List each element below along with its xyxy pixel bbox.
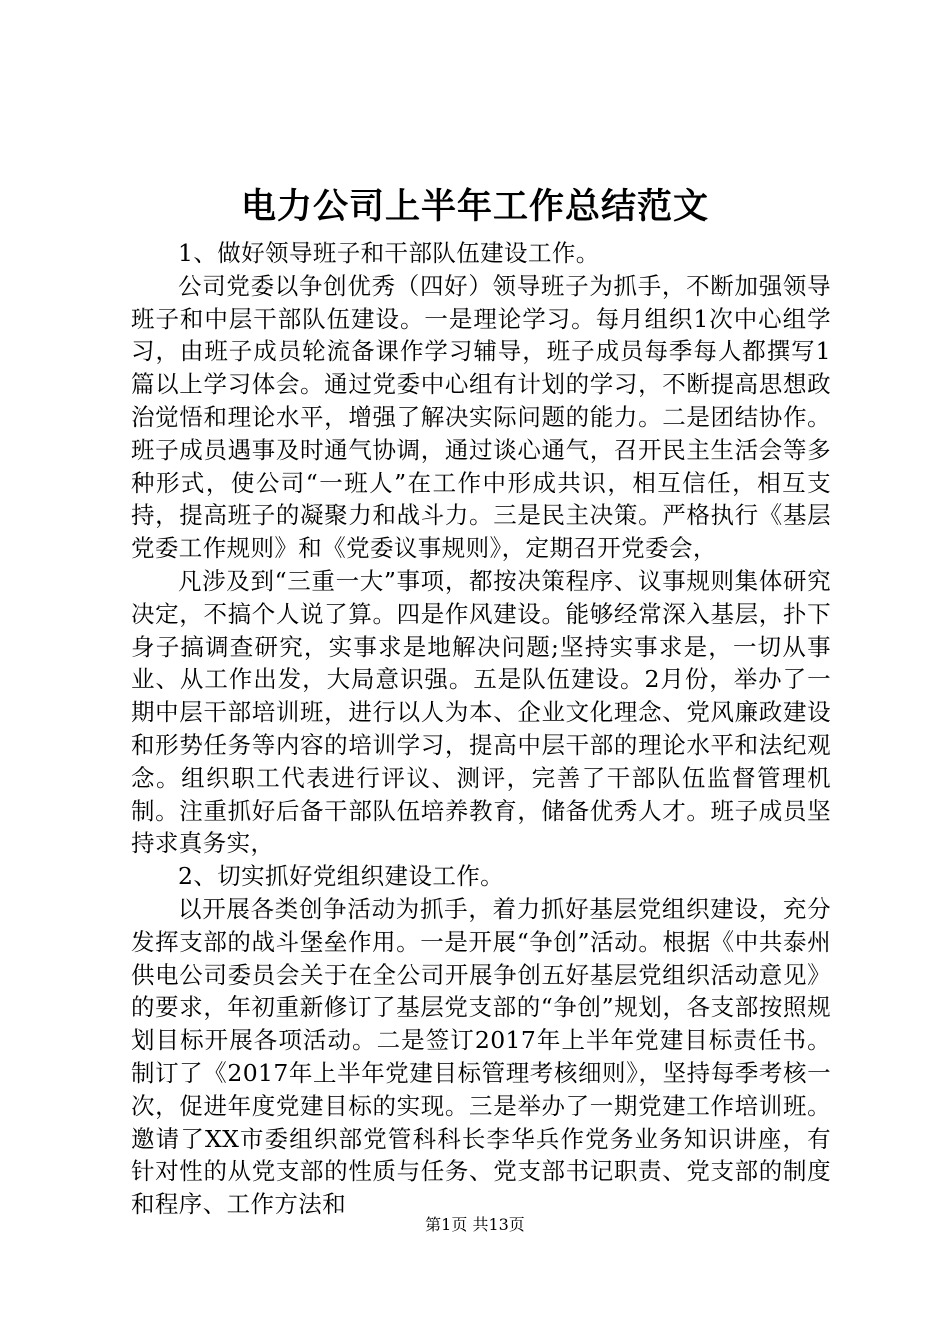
page-number-footer: 第1页 共13页 — [425, 1215, 525, 1234]
document-title: 电力公司上半年工作总结范文 — [240, 187, 709, 227]
document-body — [131, 237, 831, 1221]
body-paragraph: 凡涉及到“三重一大”事项，都按决策程序、议事规则集体研究决定，不搞个人说了算。四是作风建设。能够经常深入基层，扑下身子搞调查研究，实事求是地解决问题;坚持实事求是，一切从事业、从工作出发，大局意识强。五是队伍建设。2月份，举办了一期中层干部培训班，进行以人为本、企业文化理念、党风廉政建设和形势任务等内容的培训学习，提高中层干部的理论水平和法纪观念。组织职工代表进行评议、测评，完善了干部队伍监督管理机制。注重抓好后备干部队伍培养教育，储备优秀人才。班子成员坚持求真务实， — [131, 566, 831, 858]
section-heading-2: 2、切实抓好党组织建设工作。 — [178, 862, 505, 891]
section-heading-1: 1、做好领导班子和干部队伍建设工作。 — [178, 239, 600, 267]
body-paragraph: 公司党委以争创优秀（四好）领导班子为抓手，不断加强领导班子和中层干部队伍建设。一是理论学习。每月组织1次中心组学习，由班子成员轮流备课作学习辅导，班子成员每季每人都撰写1篇以上学习体会。通过党委中心组有计划的学习，不断提高思想政治觉悟和理论水平，增强了解决实际问题的能力。二是团结协作。班子成员遇事及时通气协调，通过谈心通气，召开民主生活会等多种形式，使公司“一班人”在工作中形成共识，相互信任，相互支持，提高班子的凝聚力和战斗力。三是民主决策。严格执行《基层党委工作规则》和《党委议事规则》，定期召开党委会， — [131, 271, 831, 563]
body-paragraph: 以开展各类创争活动为抓手，着力抓好基层党组织建设，充分发挥支部的战斗堡垒作用。一是开展“争创”活动。根据《中共泰州供电公司委员会关于在全公司开展争创五好基层党组织活动意见》的要求，年初重新修订了基层党支部的“争创”规划，各支部按照规划目标开展各项活动。二是签订2017年上半年党建目标责任书。制订了《2017年上半年党建目标管理考核细则》，坚持每季考核一次，促进年度党建目标的实现。三是举办了一期党建工作培训班。邀请了XX市委组织部党管科科长李华兵作党务业务知识讲座，有针对性的从党支部的性质与任务、党支部书记职责、党支部的制度和程序、工作方法和 — [131, 894, 831, 1219]
